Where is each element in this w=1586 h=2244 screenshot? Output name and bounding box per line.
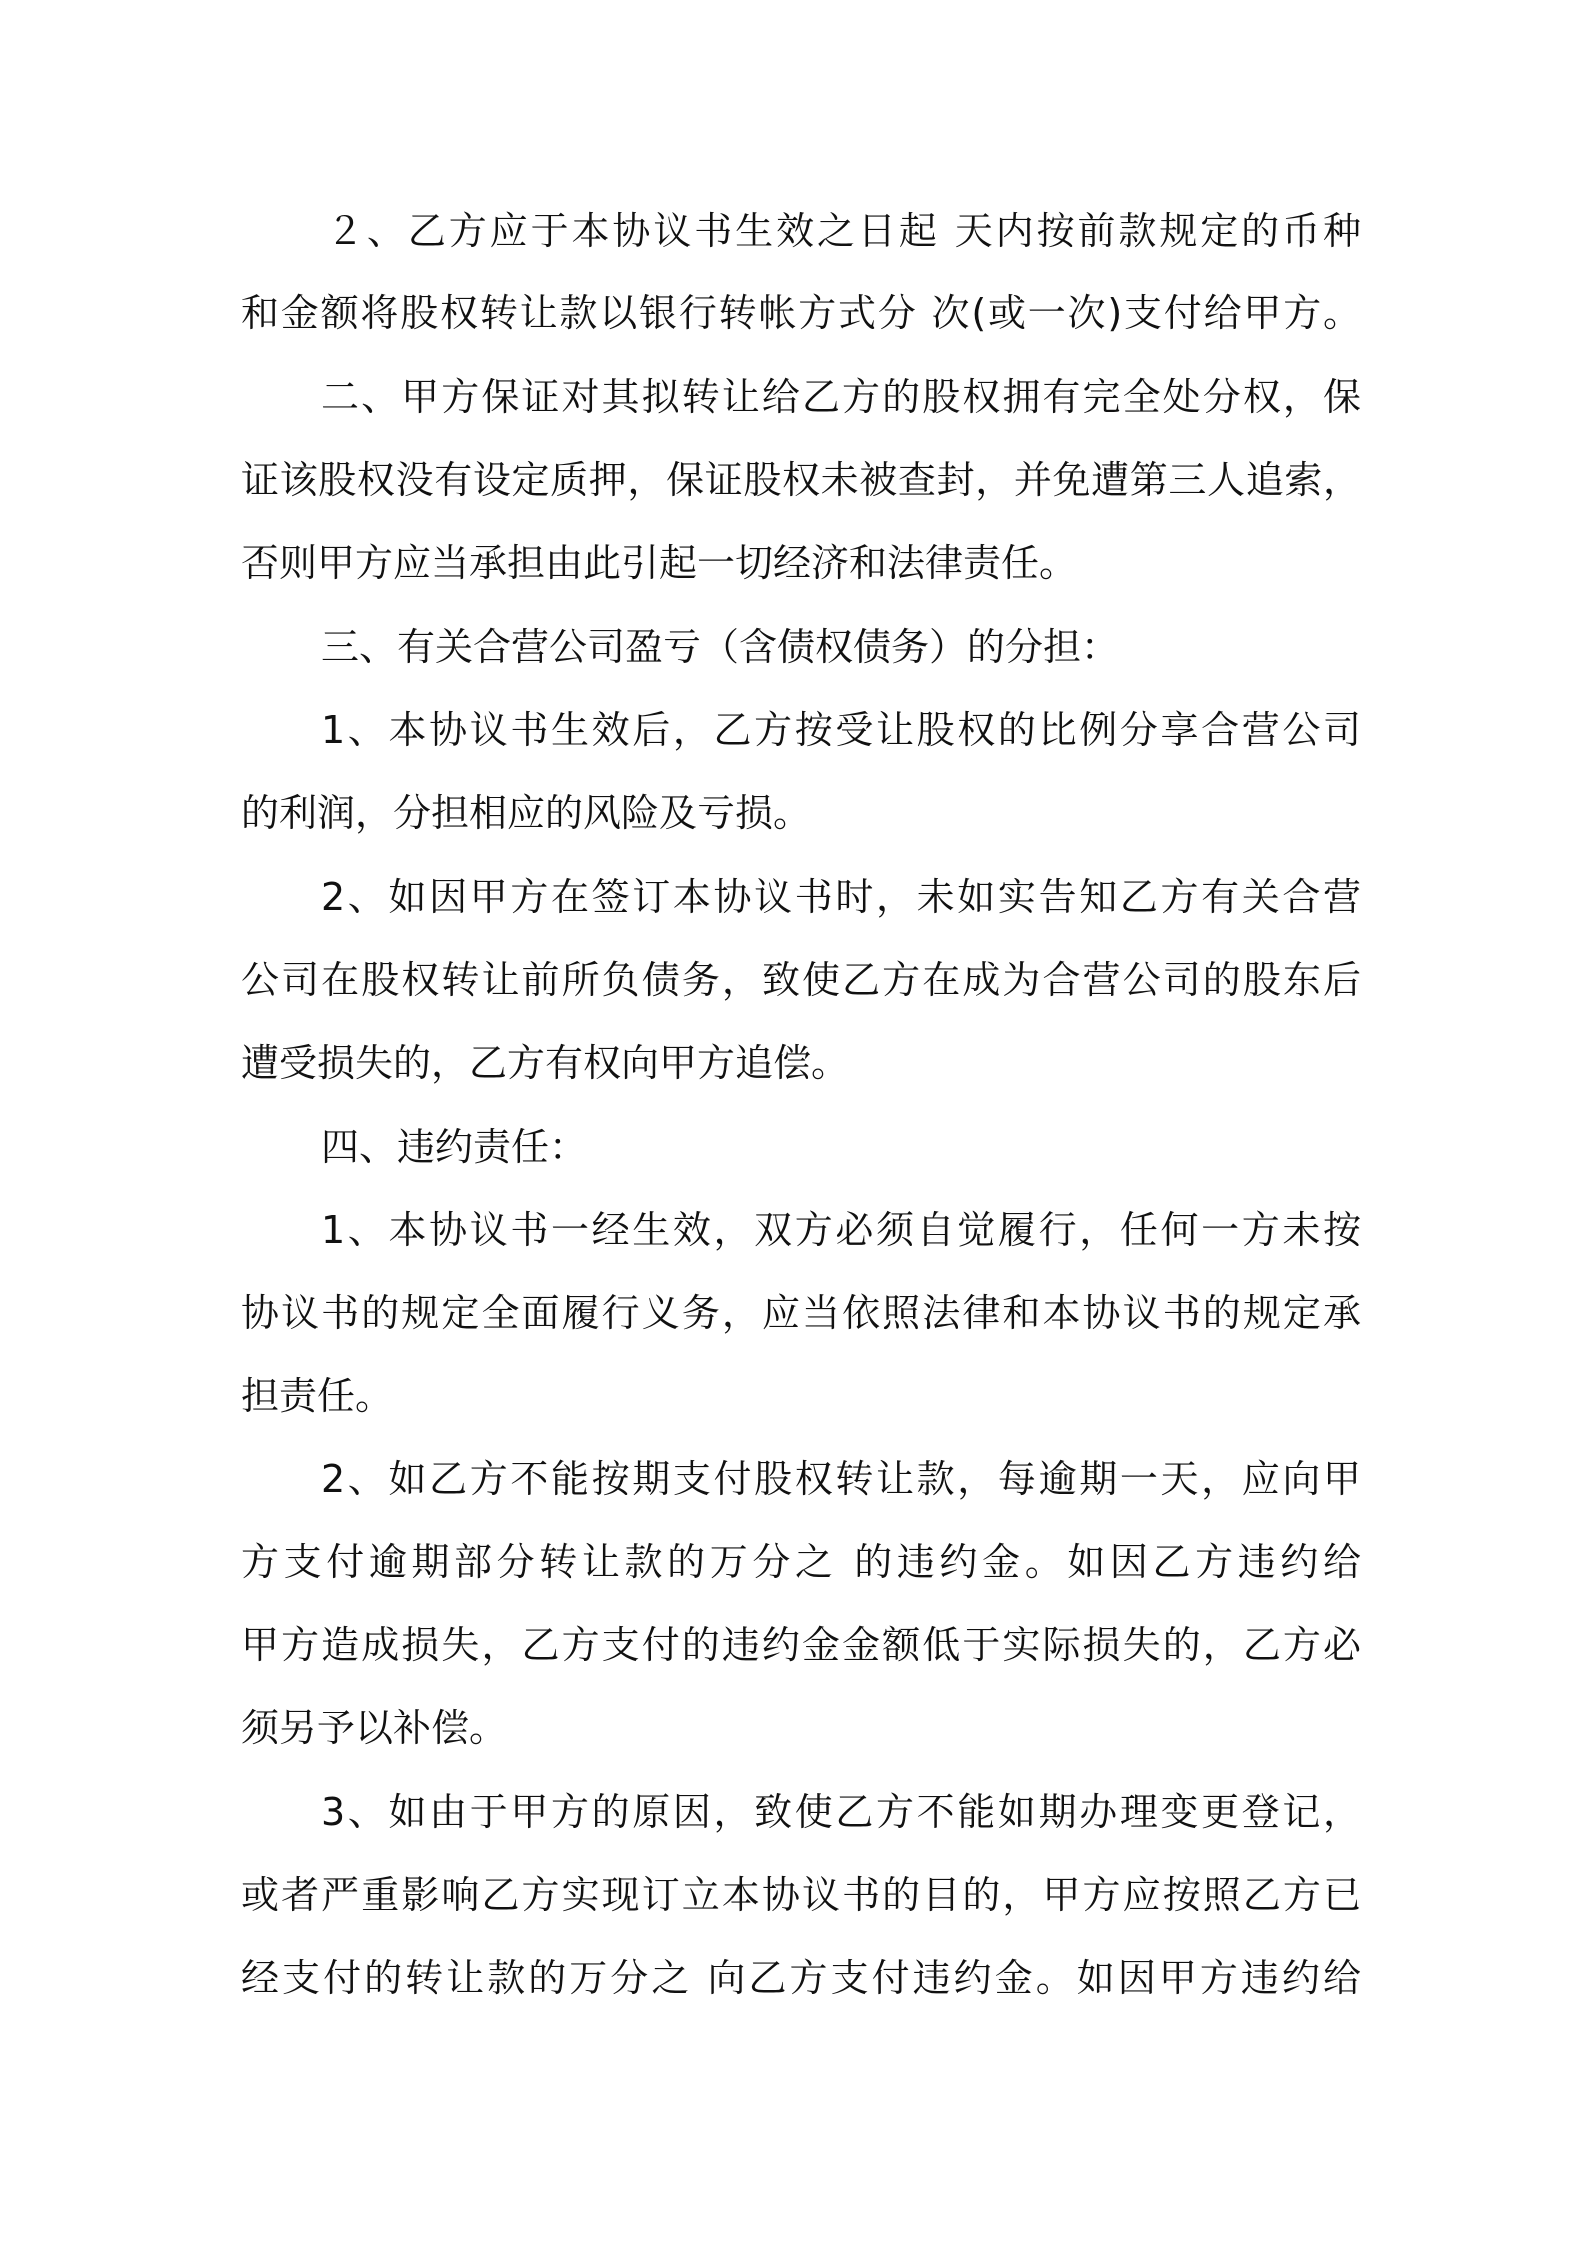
text-line: 3、如由于甲方的原因，致使乙方不能如期办理变更登记， bbox=[321, 1790, 1361, 1834]
text-line: 2、如因甲方在签订本协议书时，未如实告知乙方有关合营 bbox=[321, 875, 1361, 919]
text-line: 或者严重影响乙方实现订立本协议书的目的，甲方应按照乙方已 bbox=[241, 1873, 1361, 1917]
section-heading: 三、有关合营公司盈亏（含债权债务）的分担： bbox=[321, 625, 1120, 669]
text-line: 遭受损失的，乙方有权向甲方追偿。 bbox=[241, 1041, 850, 1085]
text-line: 方支付逾期部分转让款的万分之 的违约金。如因乙方违约给 bbox=[241, 1540, 1361, 1584]
section-heading: 四、违约责任： bbox=[321, 1125, 588, 1169]
text-line: 的利润，分担相应的风险及亏损。 bbox=[241, 791, 812, 835]
text-line: 和金额将股权转让款以银行转帐方式分 次(或一次)支付给甲方。 bbox=[241, 291, 1361, 335]
text-line: 公司在股权转让前所负债务，致使乙方在成为合营公司的股东后 bbox=[241, 958, 1361, 1002]
text-line: 协议书的规定全面履行义务，应当依照法律和本协议书的规定承 bbox=[241, 1291, 1361, 1335]
text-line: 经支付的转让款的万分之 向乙方支付违约金。如因甲方违约给 bbox=[241, 1956, 1361, 2000]
text-line: 甲方造成损失，乙方支付的违约金金额低于实际损失的，乙方必 bbox=[241, 1623, 1361, 1667]
text-line: 否则甲方应当承担由此引起一切经济和法律责任。 bbox=[241, 541, 1078, 585]
text-line: 1、本协议书一经生效，双方必须自觉履行，任何一方未按 bbox=[321, 1208, 1361, 1252]
text-line: 担责任。 bbox=[241, 1374, 394, 1418]
text-line: 2、如乙方不能按期支付股权转让款，每逾期一天，应向甲 bbox=[321, 1457, 1361, 1501]
text-line: 二、甲方保证对其拟转让给乙方的股权拥有完全处分权，保 bbox=[321, 375, 1361, 419]
text-line: 1、本协议书生效后，乙方按受让股权的比例分享合营公司 bbox=[321, 708, 1361, 752]
text-line: ２、乙方应于本协议书生效之日起 天内按前款规定的币种 bbox=[326, 209, 1361, 253]
text-line: 须另予以补偿。 bbox=[241, 1706, 508, 1750]
text-line: 证该股权没有设定质押，保证股权未被查封，并免遭第三人追索， bbox=[241, 458, 1361, 502]
